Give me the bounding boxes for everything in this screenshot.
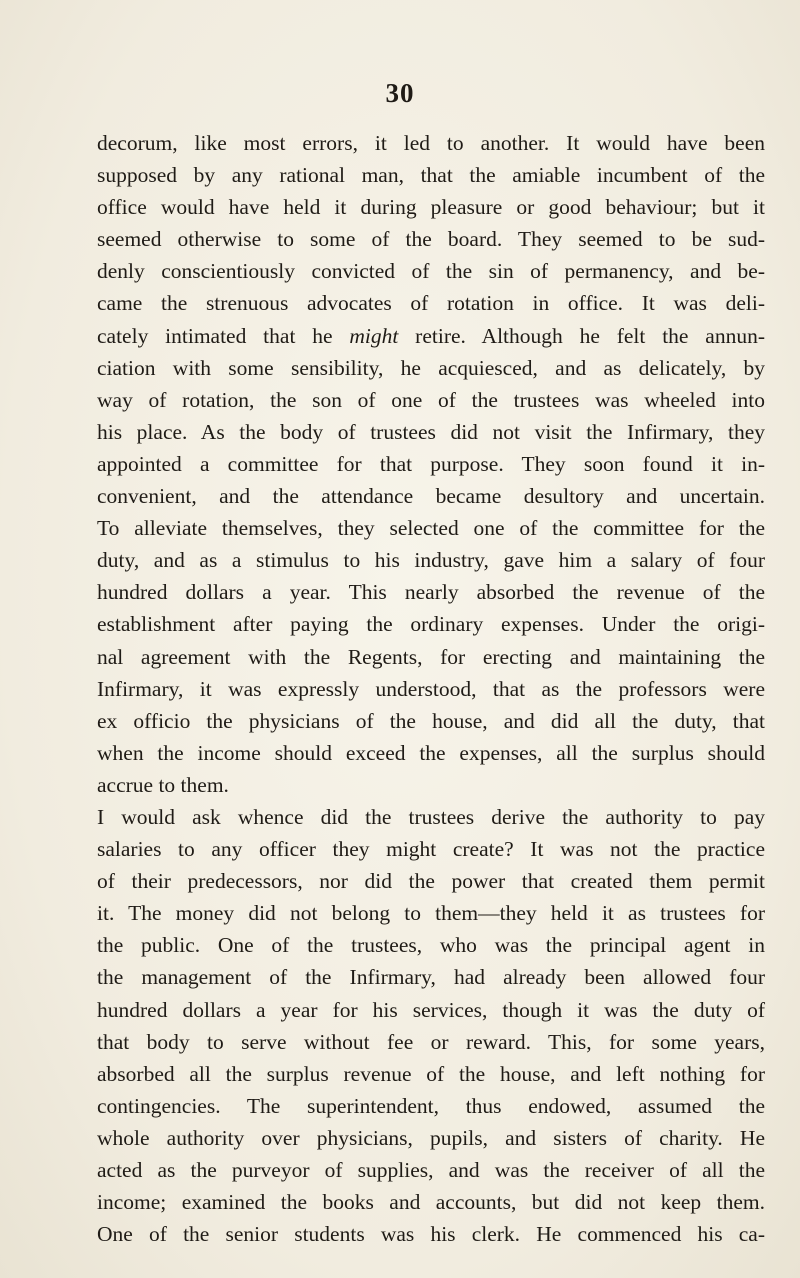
text-line: appointed a committee for that purpose. They soon found it in-	[97, 451, 765, 476]
text-line: denly conscientiously convicted of the sin of permanency, and be-	[97, 259, 765, 284]
text-line: hundred dollars a year. This nearly absorbed the revenue of the	[97, 580, 765, 605]
text-line: establishment after paying the ordinary expenses. Under the origi-	[97, 612, 765, 637]
text-line: To alleviate themselves, they selected one of the committee for the	[97, 516, 765, 541]
text-line: way of rotation, the son of one of the trustees was wheeled into	[97, 387, 765, 412]
text-line: ex officio the physicians of the house, and did all the duty, that	[97, 708, 765, 733]
text-line: his place. As the body of trustees did not visit the Infirmary, they	[97, 419, 765, 444]
text-line: decorum, like most errors, it led to another. It would have been	[97, 131, 765, 155]
text-line: convenient, and the attendance became desultory and uncertain.	[97, 484, 765, 509]
text-line: came the strenuous advocates of rotation in office. It was deli-	[97, 291, 765, 316]
emphasized-word: might	[349, 323, 399, 348]
text-line: accrue to them.	[97, 772, 229, 797]
body-text	[97, 127, 765, 1250]
text-line: salaries to any officer they might create? It was not the practice	[97, 837, 765, 862]
text-line: nal agreement with the Regents, for erecting and maintaining the	[97, 644, 765, 669]
text-line: supposed by any rational man, that the amiable incumbent of the	[97, 163, 765, 188]
text-line: cately intimated that he might retire. Although he felt the annun-	[97, 323, 765, 348]
text-line: it. The money did not belong to them—they held it as trustees for	[97, 901, 765, 926]
text-line: the management of the Infirmary, had already been allowed four	[97, 965, 765, 990]
text-line: acted as the purveyor of supplies, and was the receiver of all the	[97, 1158, 765, 1182]
text-line: ciation with some sensibility, he acquiesced, and as delicately, by	[97, 355, 765, 380]
text-line: of their predecessors, nor did the power that created them permit	[97, 869, 765, 894]
text-line: absorbed all the surplus revenue of the house, and left nothing for	[97, 1061, 765, 1086]
text-line: seemed otherwise to some of the board. They seemed to be sud-	[97, 227, 765, 252]
text-line: duty, and as a stimulus to his industry, gave him a salary of four	[97, 548, 765, 573]
text-line: that body to serve without fee or reward. This, for some years,	[97, 1029, 765, 1054]
text-line: income; examined the books and accounts, but did not keep them.	[97, 1190, 765, 1215]
text-line: office would have held it during pleasure or good behaviour; but it	[97, 195, 765, 220]
text-line: hundred dollars a year for his services, though it was the duty of	[97, 997, 765, 1022]
page-number: 30	[385, 78, 415, 108]
text-line: when the income should exceed the expenses, all the surplus should	[97, 740, 765, 765]
text-line: I would ask whence did the trustees derive the authority to pay	[97, 804, 765, 829]
text-line: One of the senior students was his clerk. He commenced his ca-	[97, 1222, 765, 1247]
text-line: contingencies. The superintendent, thus endowed, assumed the	[97, 1093, 765, 1118]
text-line: whole authority over physicians, pupils, and sisters of charity. He	[97, 1125, 765, 1150]
text-line: the public. One of the trustees, who was the principal agent in	[97, 933, 765, 958]
text-line: Infirmary, it was expressly understood, that as the professors were	[97, 676, 765, 701]
